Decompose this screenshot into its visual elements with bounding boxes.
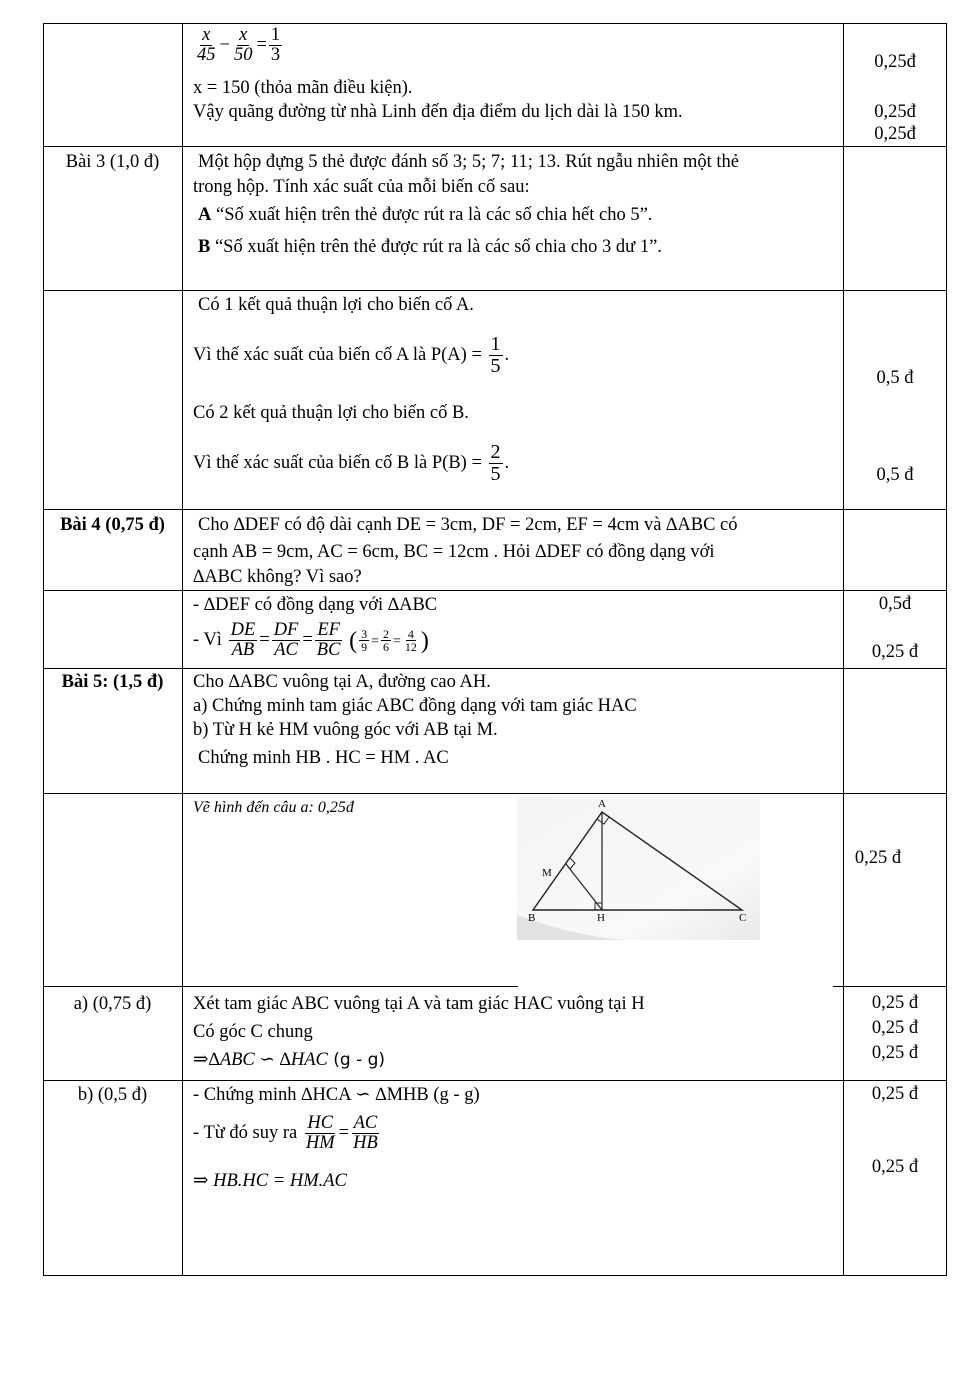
column-divider [182,23,183,1276]
solution-line: Có góc C chung [193,1022,313,1042]
score-cell: 0,5đ [878,594,912,614]
vertex-label-c: C [739,912,747,924]
event-a: A “Số xuất hiện trên thẻ được rút ra là các số chia hết cho 5”. [198,205,653,225]
score-cell: 0,25đ [874,124,916,144]
probability-b: Vì thế xác suất của biến cố B là P(B) = $\frac{2}{5}$ . [193,441,510,485]
score-cell: 0,25 đ [854,848,902,868]
score-cell: 0,25 đ [871,1043,919,1063]
probability-a: Vì thế xác suất của biến cố A là P(A) = $\frac{1}{5}$ . [193,333,510,377]
problem-text: ∆ABC không? Vì sao? [193,567,362,587]
row-divider [43,986,518,987]
vertex-label-h: H [597,912,605,924]
solution-line: Vậy quãng đường từ nhà Linh đến địa điểm du lịch dài là 150 km. [193,102,683,122]
problem-text: Cho ∆ABC vuông tại A, đường cao AH. [193,672,491,692]
row-divider [43,1080,947,1081]
row-divider [43,668,947,669]
row-divider [43,146,947,147]
part-label: b) (0,5 đ) [77,1085,148,1105]
figure-caption: Vẽ hình đến câu a: 0,25đ [193,799,354,816]
row-divider [833,986,947,987]
table-border-right [946,23,947,1276]
row-divider [43,793,947,794]
solution-line: Xét tam giác ABC vuông tại A và tam giác HAC vuông tại H [193,994,645,1014]
score-cell: 0,25 đ [871,1018,919,1038]
triangle-figure [517,797,760,940]
table-border-top [43,23,947,24]
conclusion-line: ⇒ HB.HC = HM.AC [193,1171,347,1191]
part-label: a) (0,75 đ) [73,994,152,1014]
problem-label: Bài 3 (1,0 đ) [65,152,160,172]
problem-text: Chứng minh HB . HC = HM . AC [198,748,449,768]
vertex-label-a: A [598,798,606,810]
problem-label: Bài 4 (0,75 đ) [60,515,165,535]
row-divider [43,509,947,510]
row-divider [43,590,947,591]
ratio-line: - Từ đó suy ra $\frac{HC}{HM}$ = $\frac{AC}{HB}$ [193,1113,378,1154]
problem-text: b) Từ H kẻ HM vuông góc với AB tại M. [193,720,498,740]
score-cell: 0,5 đ [876,465,914,485]
solution-line: - Chứng minh ∆HCA ∽ ∆MHB (g - g) [193,1085,480,1105]
score-cell: 0,25đ [874,52,916,72]
problem-text: a) Chứng minh tam giác ABC đồng dạng với tam giác HAC [193,696,637,716]
ratio-line: - Vì $\frac{DE}{AB}$ = $\frac{DF}{AC}$ = $\frac{EF}{BC}$ ( $\frac{3}{9}$ = $\frac{2}{6}$ = $\frac{4}{12}$ ) [193,620,429,661]
row-divider [43,290,947,291]
solution-line: Có 2 kết quả thuận lợi cho biến cố B. [193,403,469,423]
score-cell: 0,25 đ [871,993,919,1013]
score-cell: 0,25 đ [871,1157,919,1177]
problem-text: Cho ∆DEF có độ dài cạnh DE = 3cm, DF = 2cm, EF = 4cm và ∆ABC có [198,515,738,535]
score-cell: 0,25 đ [871,1084,919,1104]
conclusion-line: ⇒∆ABC ∽ ∆HAC (g - g) [193,1050,386,1070]
equation-row: $\frac{x}{45}$ − $\frac{x}{50}$ = $\frac{1}{3}$ [197,25,281,66]
solution-line: x = 150 (thỏa mãn điều kiện). [193,78,413,98]
solution-line: Có 1 kết quả thuận lợi cho biến cố A. [198,295,474,315]
problem-label: Bài 5: (1,5 đ) [61,672,164,692]
column-divider [843,23,844,1276]
figure-background [517,797,760,940]
problem-text: trong hộp. Tính xác suất của mỗi biến cố sau: [193,177,530,197]
table-border-bottom [43,1275,947,1276]
event-b: B “Số xuất hiện trên thẻ được rút ra là các số chia cho 3 dư 1”. [198,237,662,257]
vertex-label-m: M [542,867,552,879]
problem-text: Một hộp đựng 5 thẻ được đánh số 3; 5; 7; 11; 13. Rút ngẫu nhiên một thẻ [198,152,739,172]
score-cell: 0,25 đ [871,642,919,662]
solution-line: - ∆DEF có đồng dạng với ∆ABC [193,595,438,615]
vertex-label-b: B [528,912,536,924]
score-cell: 0,25đ [874,102,916,122]
problem-text: cạnh AB = 9cm, AC = 6cm, BC = 12cm . Hỏi ∆DEF có đồng dạng với [193,542,715,562]
score-cell: 0,5 đ [876,368,914,388]
